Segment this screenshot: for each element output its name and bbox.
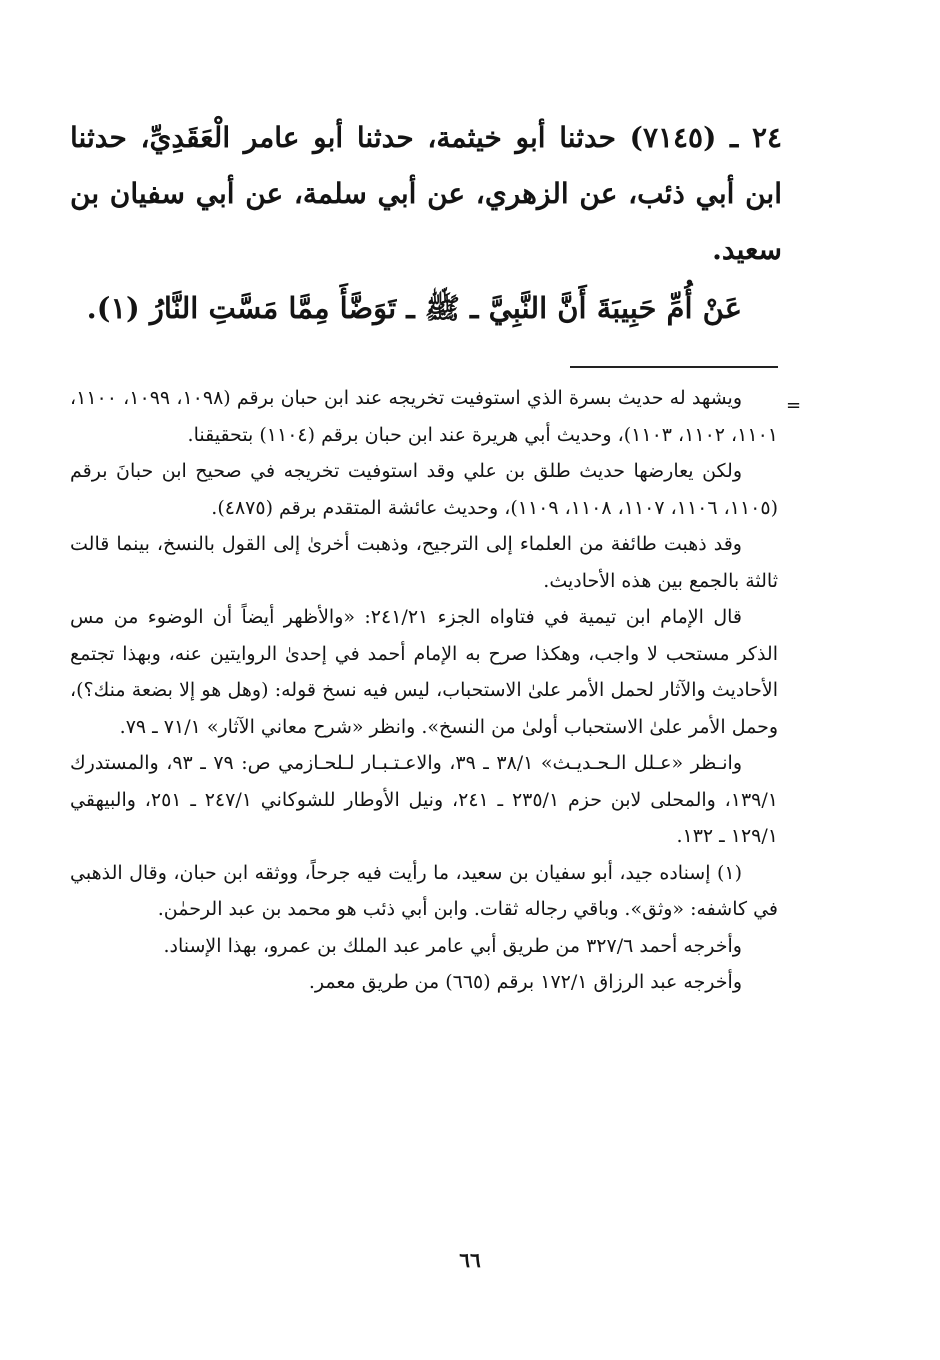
footnote-separator — [570, 366, 778, 368]
footnote-paragraph: وقد ذهبت طائفة من العلماء إلى الترجيح، وذهبت أخرىٰ إلى القول بالنسخ، بينما قالت ثالثة بالجمع بين هذه الأحاديث. — [70, 533, 778, 592]
page-number: ٦٦ — [459, 1248, 481, 1272]
footnotes — [70, 380, 778, 1001]
footnote-continuation-mark: = — [786, 395, 802, 416]
footnote-paragraph: قال الإمام ابن تيمية في فتاواه الجزء ٢٤١/٢١: «والأظهر أيضاً أن الوضوء من مس الذكر مستحب لا واجب، وهكذا صرح به الإمام أحمد في إحدىٰ الروايتين عنه، وبهذا تجتمع الأحاديث والآثار لحمل الأمر علىٰ الاستحباب، ليس فيه نسخ قوله: (وهل هو إلا بضعة منك؟)، وحمل الأمر علىٰ الاستحباب أولىٰ من النسخ». وانظر «شرح معاني الآثار» ٧١/١ ـ ٧٩. — [70, 606, 778, 738]
footnote-paragraph: ولكن يعارضها حديث طلق بن علي وقد استوفيت تخريجه في صحيح ابن حبانَ برقم (١١٠٥، ١١٠٦، ١١٠٧، ١١٠٨، ١١٠٩)، وحديث عائشة المتقدم برقم (٤٨٧٥). — [70, 460, 778, 519]
footnote-paragraph: (١) إسناده جيد، أبو سفيان بن سعيد، ما رأيت فيه جرحاً، ووثقه ابن حبان، وقال الذهبي في كاشفه: «وثق». وباقي رجاله ثقات. وابن أبي ذئب هو محمد بن عبد الرحمٰن. — [70, 861, 778, 920]
footnote-paragraph: وانـظر «عـلل الـحـديـث» ٣٨/١ ـ ٣٩، والاعـتـبـار لـلحـازمي ص: ٧٩ ـ ٩٣، والمستدرك ١٣٩/١، والمحلى لابن حزم ٢٣٥/١ ـ ٢٤١، ونيل الأوطار للشوكاني ٢٤٧/١ ـ ٢٥١، والبيهقي ١٢٩/١ ـ ١٣٢. — [70, 752, 778, 847]
footnote-paragraph: ويشهد له حديث بسرة الذي استوفيت تخريجه عند ابن حبان برقم (١٠٩٨، ١٠٩٩، ١١٠٠، ١١٠١، ١١٠٢، ١١٠٣)، وحديث أبي هريرة عند ابن حبان برقم (١١٠٤) بتحقيقنا. — [70, 387, 778, 446]
footnote-paragraph: وأخرجه عبد الرزاق ١٧٢/١ برقم (٦٦٥) من طريق معمر. — [308, 971, 742, 993]
hadith-matn: عَنْ أُمِّ حَبِيبَةَ أَنَّ النَّبِيَّ ـ ﷺ ـ تَوَضَّأَ مِمَّا مَسَّتِ النَّارُ (١). — [86, 291, 742, 325]
footnote-paragraph: وأخرجه أحمد ٣٢٧/٦ من طريق أبي عامر عبد الملك بن عمرو، بهذا الإسناد. — [163, 934, 742, 957]
hadith-isnad: ٢٤ ـ (٧١٤٥) حدثنا أبو خيثمة، حدثنا أبو عامر الْعَقَدِيِّ، حدثنا ابن أبي ذئب، عن الزهري، عن أبي سلمة، عن أبي سفيان بن سعيد. — [70, 121, 783, 266]
